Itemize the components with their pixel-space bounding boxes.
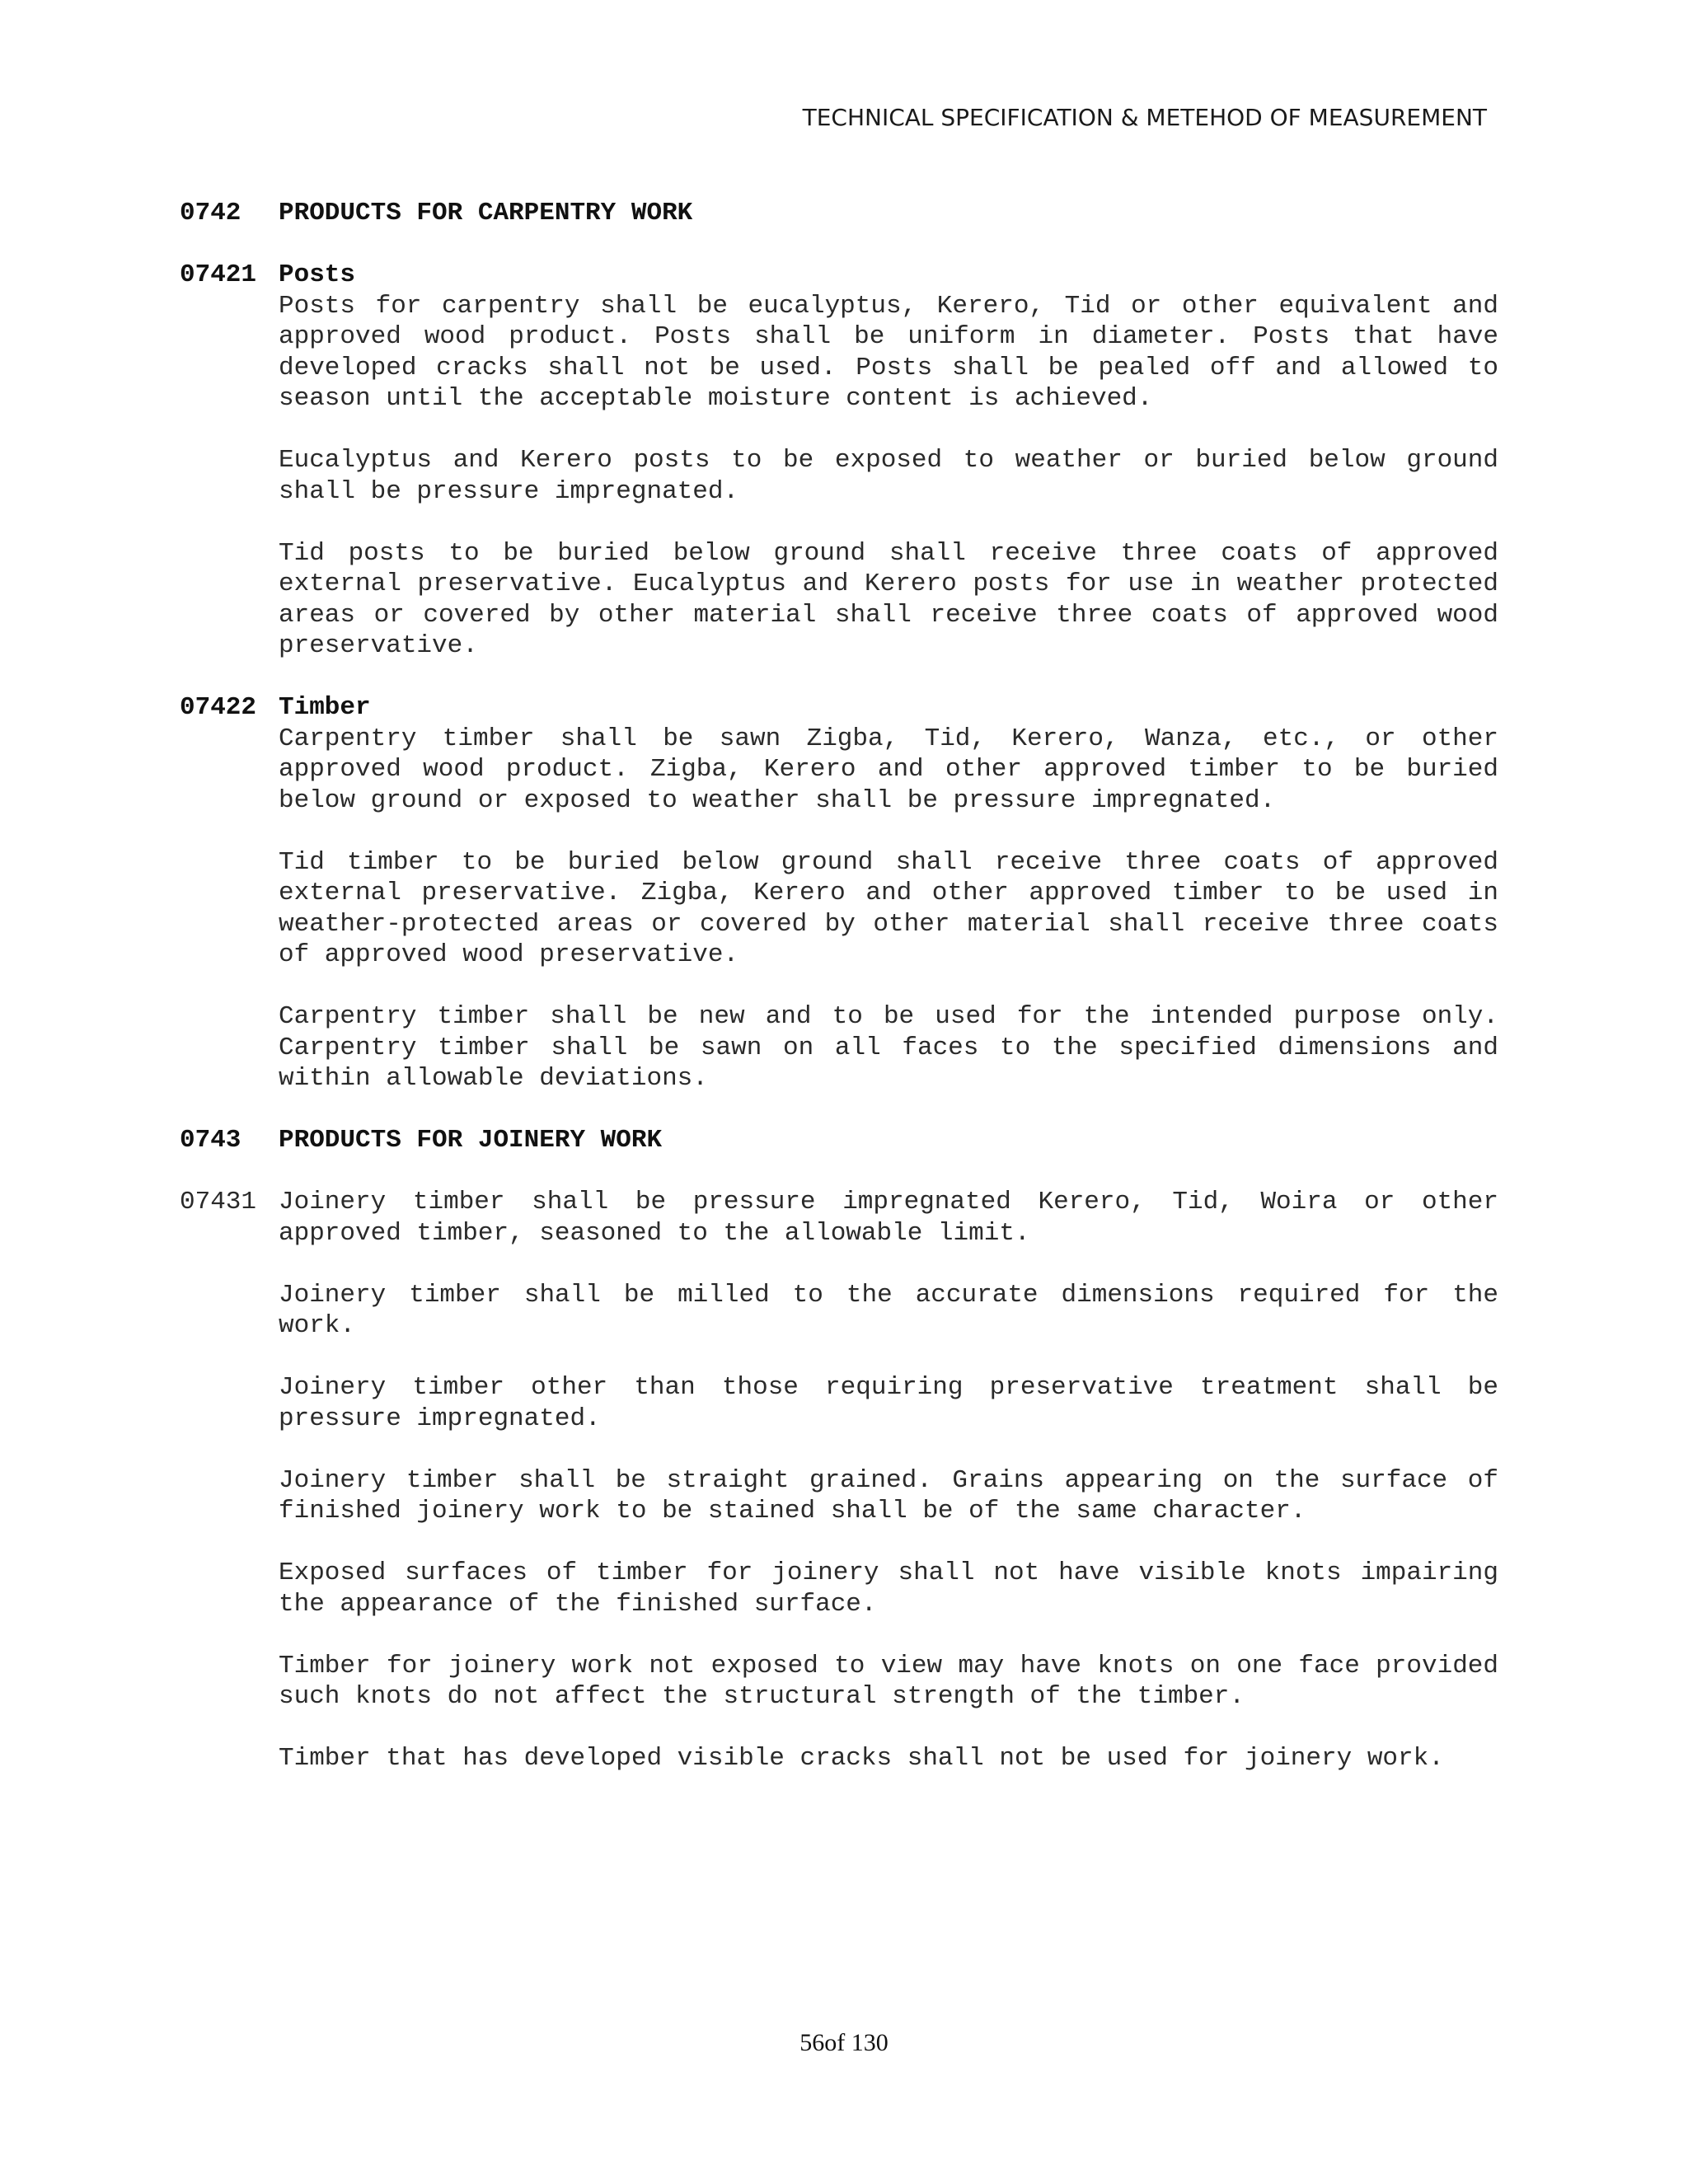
page-number: 56of 130: [799, 2029, 889, 2056]
paragraph: Joinery timber other than those requiring preservative treatment shall be pressure impregnated.: [279, 1373, 1498, 1433]
section-number: 07422: [180, 693, 257, 722]
section-number: 07421: [180, 260, 257, 289]
paragraph: Carpentry timber shall be new and to be used for the intended purpose only. Carpentry timber shall be sawn on all faces to the specified dimensions and within allowable deviations.: [279, 1002, 1498, 1093]
paragraph: Tid timber to be buried below ground shall receive three coats of approved external preservative. Zigba, Kerero and other approved timber to be used in weather-protected areas or covered by other material shall receive three coats of approved wood preservative.: [279, 847, 1498, 969]
paragraph: Exposed surfaces of timber for joinery shall not have visible knots impairing the appearance of the finished surface.: [279, 1558, 1498, 1619]
page-header-title: TECHNICAL SPECIFICATION & METEHOD OF MEASUREMENT: [802, 104, 1487, 131]
section-number: 0743: [180, 1126, 241, 1155]
paragraph: Joinery timber shall be milled to the accurate dimensions required for the work.: [279, 1280, 1498, 1340]
section-title: PRODUCTS FOR JOINERY WORK: [279, 1126, 663, 1155]
paragraph: Timber that has developed visible cracks shall not be used for joinery work.: [279, 1744, 1444, 1773]
document-body: [180, 198, 1498, 1774]
section-heading-0742: [180, 198, 1498, 229]
paragraph: Joinery timber shall be pressure impregnated Kerero, Tid, Woira or other approved timber, seasoned to the allowable limit.: [279, 1188, 1498, 1248]
section-title: Timber: [279, 693, 371, 722]
paragraph: Posts for carpentry shall be eucalyptus, Kerero, Tid or other equivalent and approved wood product. Posts shall be uniform in diameter. Posts that have developed cracks shall not be used. Posts shall be pealed off and allowed to season until the acceptable moisture content is achieved.: [279, 291, 1498, 413]
clause-number: 07431: [180, 1188, 257, 1216]
section-title: Posts: [279, 260, 356, 289]
paragraph: Joinery timber shall be straight grained. Grains appearing on the surface of finished joinery work to be stained shall be of the same character.: [279, 1465, 1498, 1526]
paragraph: Eucalyptus and Kerero posts to be exposed to weather or buried below ground shall be pressure impregnated.: [279, 446, 1498, 506]
section-heading-0743: [180, 1125, 1498, 1156]
paragraph: Timber for joinery work not exposed to view may have knots on one face provided such knots do not affect the structural strength of the timber.: [279, 1651, 1498, 1711]
paragraph: Tid posts to be buried below ground shall receive three coats of approved external preservative. Eucalyptus and Kerero posts for use in weather protected areas or covered by other material shall receive three coats of approved wood preservative.: [279, 538, 1498, 660]
clause-07431: [180, 1187, 1498, 1249]
section-heading-07421: [180, 260, 1498, 291]
paragraph: Carpentry timber shall be sawn Zigba, Tid, Kerero, Wanza, etc., or other approved wood product. Zigba, Kerero and other approved timber to be buried below ground or exposed to weather shall be pressure impregnated.: [279, 724, 1498, 815]
section-heading-07422: [180, 692, 1498, 724]
section-title: PRODUCTS FOR CARPENTRY WORK: [279, 199, 693, 227]
section-number: 0742: [180, 199, 241, 227]
